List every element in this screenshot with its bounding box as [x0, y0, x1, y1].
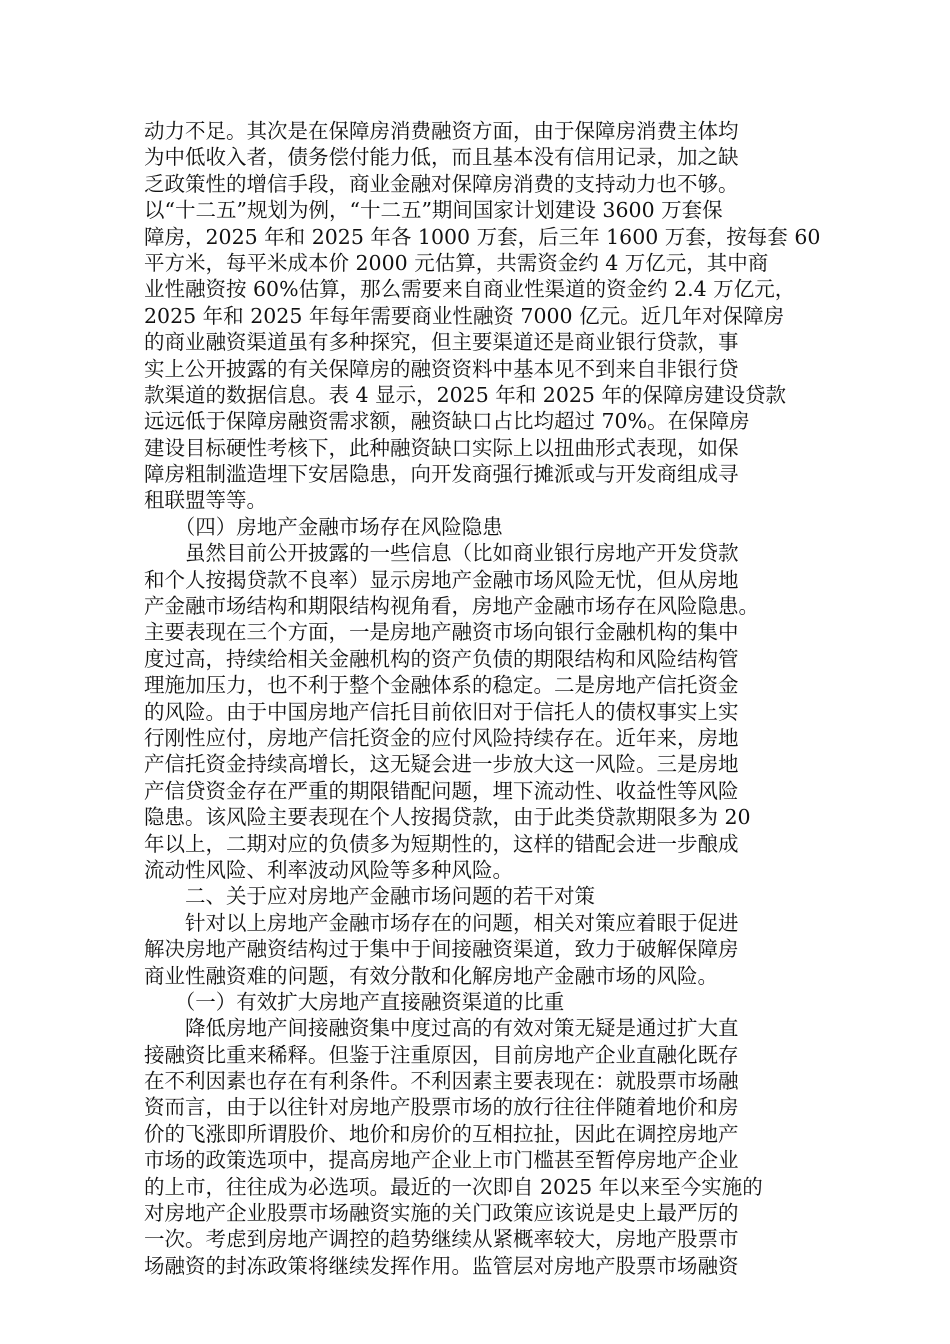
text-line: 一次。考虑到房地产调控的趋势继续从紧概率较大，房地产股票市	[144, 1227, 739, 1252]
section-heading: （四）房地产金融市场存在风险隐患	[144, 514, 503, 539]
text-line: 市场的政策选项中，提高房地产企业上市门槛甚至暂停房地产企业	[144, 1148, 739, 1173]
text-line: 障房，2025 年和 2025 年各 1000 万套，后三年 1600 万套，按每套 60	[144, 224, 821, 249]
text-line: 产信托资金持续高增长，这无疑会进一步放大这一风险。三是房地	[144, 752, 739, 777]
text-line: 障房粗制滥造埋下安居隐患，向开发商强行摊派或与开发商组成寻	[144, 462, 739, 487]
text-line: 商业性融资难的问题，有效分散和化解房地产金融市场的风险。	[144, 963, 718, 988]
text-line: 接融资比重来稀释。但鉴于注重原因，目前房地产企业直融化既存	[144, 1042, 739, 1067]
text-line: 2025 年和 2025 年每年需要商业性融资 7000 亿元。近几年对保障房	[144, 303, 785, 328]
text-line: 在不利因素也存在有利条件。不利因素主要表现在：就股票市场融	[144, 1069, 739, 1094]
text-line: 虽然目前公开披露的一些信息（比如商业银行房地产开发贷款	[144, 541, 739, 566]
text-line: 年以上，二期对应的负债多为短期性的，这样的错配会进一步酿成	[144, 831, 739, 856]
text-line: 价的飞涨即所谓股价、地价和房价的互相拉扯，因此在调控房地产	[144, 1121, 739, 1146]
text-line: 和个人按揭贷款不良率）显示房地产金融市场风险无忧，但从房地	[144, 567, 739, 592]
document-body	[144, 118, 821, 1279]
section-heading: 二、关于应对房地产金融市场问题的若干对策	[144, 884, 595, 909]
text-line: 建设目标硬性考核下，此种融资缺口实际上以扭曲形式表现，如保	[144, 435, 739, 460]
text-line: 理施加压力，也不利于整个金融体系的稳定。二是房地产信托资金	[144, 673, 739, 698]
text-line: 远远低于保障房融资需求额，融资缺口占比均超过 70%。在保障房	[144, 409, 750, 434]
text-line: 流动性风险、利率波动风险等多种风险。	[144, 857, 513, 882]
text-line: 对房地产企业股票市场融资实施的关门政策应该说是史上最严厉的	[144, 1201, 739, 1226]
text-line: 动力不足。其次是在保障房消费融资方面，由于保障房消费主体均	[144, 119, 739, 143]
text-line: 平方米，每平米成本价 2000 元估算，共需资金约 4 万亿元，其中商	[144, 250, 769, 275]
text-line: 租联盟等等。	[144, 488, 267, 513]
text-line: 产金融市场结构和期限结构视角看，房地产金融市场存在风险隐患。	[144, 594, 759, 619]
text-line: 的上市，往往成为必选项。最近的一次即自 2025 年以来至今实施的	[144, 1174, 763, 1199]
text-line: 行刚性应付，房地产信托资金的应付风险持续存在。近年来，房地	[144, 725, 739, 750]
text-line: 产信贷资金存在严重的期限错配问题，埋下流动性、收益性等风险	[144, 778, 739, 803]
text-line: 降低房地产间接融资集中度过高的有效对策无疑是通过扩大直	[144, 1016, 739, 1041]
text-line: 款渠道的数据信息。表 4 显示，2025 年和 2025 年的保障房建设贷款	[144, 382, 786, 407]
text-line: 隐患。该风险主要表现在个人按揭贷款，由于此类贷款期限多为 20	[144, 805, 751, 830]
text-line: 的风险。由于中国房地产信托目前依旧对于信托人的债权事实上实	[144, 699, 739, 724]
text-line: 度过高，持续给相关金融机构的资产负债的期限结构和风险结构管	[144, 646, 739, 671]
text-line: 业性融资按 60%估算，那么需要来自商业性渠道的资金约 2.4 万亿元，	[144, 277, 796, 302]
text-line: 以“十二五”规划为例，“十二五”期间国家计划建设 3600 万套保	[144, 198, 723, 223]
text-line: 主要表现在三个方面，一是房地产融资市场向银行金融机构的集中	[144, 620, 739, 645]
text-line: 解决房地产融资结构过于集中于间接融资渠道，致力于破解保障房	[144, 937, 739, 962]
text-line: 实上公开披露的有关保障房的融资资料中基本见不到来自非银行贷	[144, 356, 739, 381]
text-line: 针对以上房地产金融市场存在的问题，相关对策应着眼于促进	[144, 910, 739, 935]
text-line: 为中低收入者，债务偿付能力低，而且基本没有信用记录，加之缺	[144, 145, 739, 170]
text-line: 场融资的封冻政策将继续发挥作用。监管层对房地产股票市场融资	[144, 1253, 739, 1278]
text-line: 乏政策性的增信手段，商业金融对保障房消费的支持动力也不够。	[144, 171, 739, 196]
text-line: 的商业融资渠道虽有多种探究，但主要渠道还是商业银行贷款，事	[144, 330, 739, 355]
section-heading: （一）有效扩大房地产直接融资渠道的比重	[144, 989, 565, 1014]
text-line: 资而言，由于以往针对房地产股票市场的放行往往伴随着地价和房	[144, 1095, 739, 1120]
